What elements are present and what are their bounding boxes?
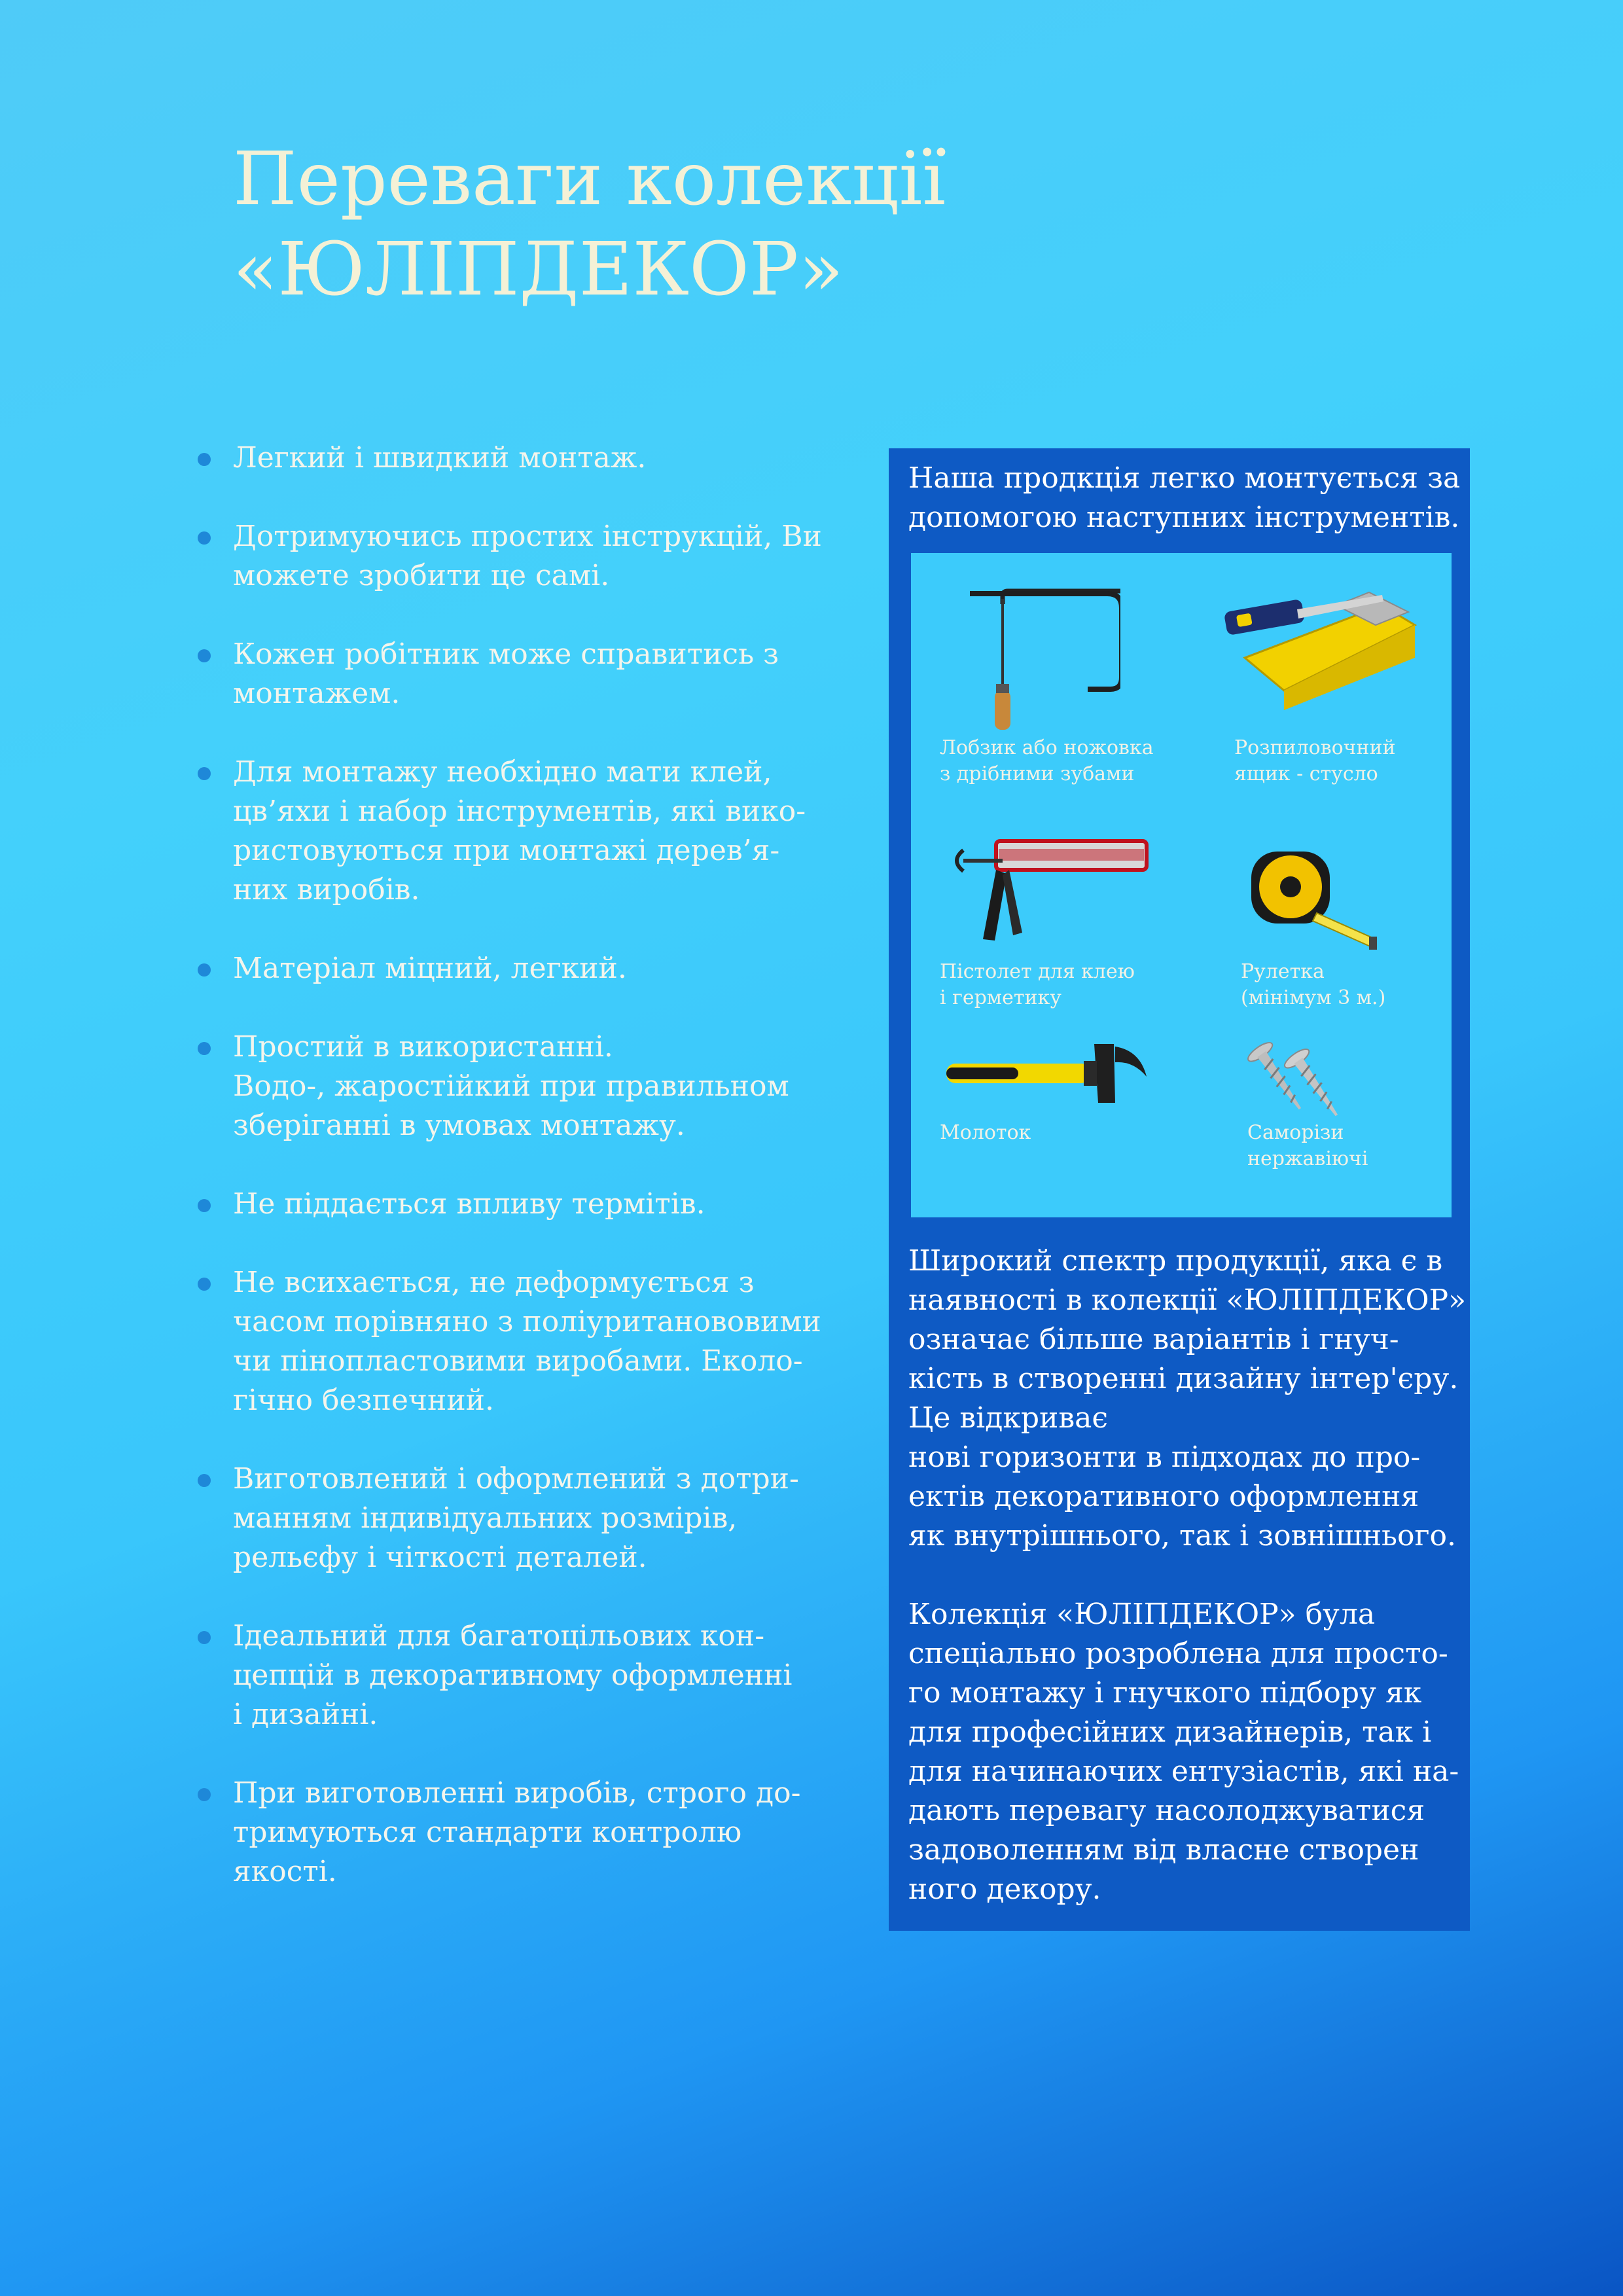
feature-item (196, 517, 825, 596)
tools-info-panel (889, 448, 1470, 1931)
tool-label-line: Рулетка (1241, 960, 1325, 983)
feature-text: Виготовлений і оформлений з дотри- (233, 1462, 799, 1496)
tools-grid (911, 553, 1452, 1217)
tool-label-glue-gun (940, 959, 1135, 1011)
paragraph-line: Це відкриває (908, 1401, 1108, 1435)
feature-item (196, 1185, 825, 1224)
feature-text: Водо-, жаростійкий при правильном (233, 1069, 789, 1103)
tool-label-line: Молоток (940, 1121, 1031, 1144)
feature-item (196, 439, 825, 478)
feature-item (196, 753, 825, 910)
feature-text: Матеріал міцний, легкий. (233, 952, 627, 985)
bullet-icon (198, 453, 211, 466)
tool-label-hammer (940, 1120, 1031, 1146)
tool-label-line: ящик - стусло (1234, 762, 1378, 785)
paragraph-line: нові горизонти в підходах до про- (908, 1441, 1421, 1474)
feature-text: Простий в використанні. (233, 1030, 613, 1064)
page-title-line-2: «ЮЛІПДЕКОР» (233, 227, 844, 312)
feature-item (196, 1617, 825, 1734)
feature-text: тримуються стандарти контролю (233, 1816, 742, 1849)
tool-label-line: і герметику (940, 986, 1061, 1009)
feature-text: При виготовленні виробів, строго до- (233, 1776, 801, 1810)
paragraph-line: Широкий спектр продукції, яка є в (908, 1244, 1443, 1278)
feature-item (196, 949, 825, 988)
paragraph-line: для начинаючих ентузіастів, які на- (908, 1755, 1459, 1788)
bullet-icon (198, 963, 211, 977)
screws-icon (1238, 1037, 1369, 1122)
features-list (196, 439, 825, 1931)
feature-text: Для монтажу необхідно мати клей, (233, 755, 772, 789)
feature-text: якості. (233, 1855, 337, 1888)
feature-text: Дотримуючись простих інструкцій, Ви (233, 520, 822, 553)
paragraph-line: кість в створенні дизайну інтер'єру. (908, 1362, 1459, 1395)
panel-intro-line: допомогою наступних інструментів. (908, 501, 1460, 534)
feature-text: Кожен робітник може справитись з (233, 637, 779, 671)
tool-label-line: Лобзик або ножовка (940, 736, 1154, 759)
paragraph-line: для професійних дизайнерів, так і (908, 1715, 1432, 1749)
feature-text: манням індивідуальних розмірів, (233, 1501, 738, 1535)
panel-paragraph-1 (908, 1242, 1465, 1556)
tool-label-line: нержавіючі (1247, 1147, 1368, 1170)
tool-label-screws (1247, 1120, 1368, 1172)
tool-label-tape-measure (1241, 959, 1385, 1011)
tape-measure-icon (1238, 841, 1408, 959)
bullet-icon (198, 1788, 211, 1801)
paragraph-line: як внутрішнього, так і зовнішнього. (908, 1519, 1456, 1552)
feature-text: і дизайні. (233, 1698, 378, 1731)
bullet-icon (198, 1199, 211, 1212)
bullet-icon (198, 531, 211, 545)
bullet-icon (198, 649, 211, 662)
bullet-icon (198, 1474, 211, 1487)
bullet-icon (198, 1042, 211, 1055)
feature-text: ристовуються при монтажі дерев’я- (233, 834, 780, 867)
feature-text: Ідеальний для багатоцільових кон- (233, 1619, 765, 1653)
jigsaw-icon (950, 579, 1120, 736)
page-title-line-1: Переваги колекції (233, 137, 946, 222)
feature-item (196, 1460, 825, 1577)
feature-text: зберіганні в умовах монтажу. (233, 1109, 685, 1142)
feature-text: них виробів. (233, 873, 420, 906)
paragraph-line: дають перевагу насолоджуватися (908, 1794, 1425, 1827)
feature-text: Не всихається, не деформується з (233, 1266, 755, 1299)
paragraph-line: означає більше варіантів і гнуч- (908, 1323, 1399, 1356)
feature-text: Не піддається впливу термітів. (233, 1187, 705, 1221)
bullet-icon (198, 1631, 211, 1644)
feature-item (196, 635, 825, 713)
paragraph-line: ного декору. (908, 1873, 1101, 1906)
paragraph-line: ектів декоративного оформлення (908, 1480, 1419, 1513)
feature-item (196, 1028, 825, 1145)
paragraph-line: наявності в колекції «ЮЛІПДЕКОР» (908, 1283, 1467, 1317)
feature-text: можете зробити це самі. (233, 559, 610, 592)
tool-label-line: Саморізи (1247, 1121, 1344, 1144)
paragraph-line: Колекція «ЮЛІПДЕКОР» була (908, 1598, 1376, 1631)
panel-intro-line: Наша продкція легко монтується за (908, 461, 1461, 495)
tool-label-jigsaw (940, 735, 1154, 787)
tool-label-miter-box (1234, 735, 1396, 787)
feature-text: гічно безпечний. (233, 1384, 494, 1417)
feature-text: Легкий і швидкий монтаж. (233, 441, 647, 475)
feature-text: цв’яхи і набор інструментів, які вико- (233, 795, 806, 828)
paragraph-line: го монтажу і гнучкого підбору як (908, 1676, 1422, 1710)
caulk-gun-icon (944, 834, 1153, 946)
feature-item (196, 1774, 825, 1892)
feature-text: рельєфу і чіткості деталей. (233, 1541, 647, 1574)
hammer-icon (944, 1037, 1153, 1109)
tool-label-line: Розпиловочний (1234, 736, 1396, 759)
feature-item (196, 1263, 825, 1420)
tool-label-line: Пістолет для клею (940, 960, 1135, 983)
feature-text: монтажем. (233, 677, 401, 710)
feature-text: чи пінопластовими виробами. Еколо- (233, 1344, 803, 1378)
paragraph-line: задоволенням від власне створен (908, 1833, 1419, 1867)
panel-intro (908, 459, 1465, 537)
paragraph-line: спеціально розроблена для просто- (908, 1637, 1448, 1670)
bullet-icon (198, 1278, 211, 1291)
page-title (233, 134, 1084, 315)
tool-label-line: (мінімум 3 м.) (1241, 986, 1386, 1009)
miter-box-icon (1219, 579, 1428, 710)
feature-text: цепцій в декоративному оформленні (233, 1659, 793, 1692)
tool-label-line: з дрібними зубами (940, 762, 1135, 785)
panel-paragraph-2 (908, 1595, 1465, 1909)
feature-text: часом порівняно з поліуританововими (233, 1305, 821, 1338)
bullet-icon (198, 767, 211, 780)
